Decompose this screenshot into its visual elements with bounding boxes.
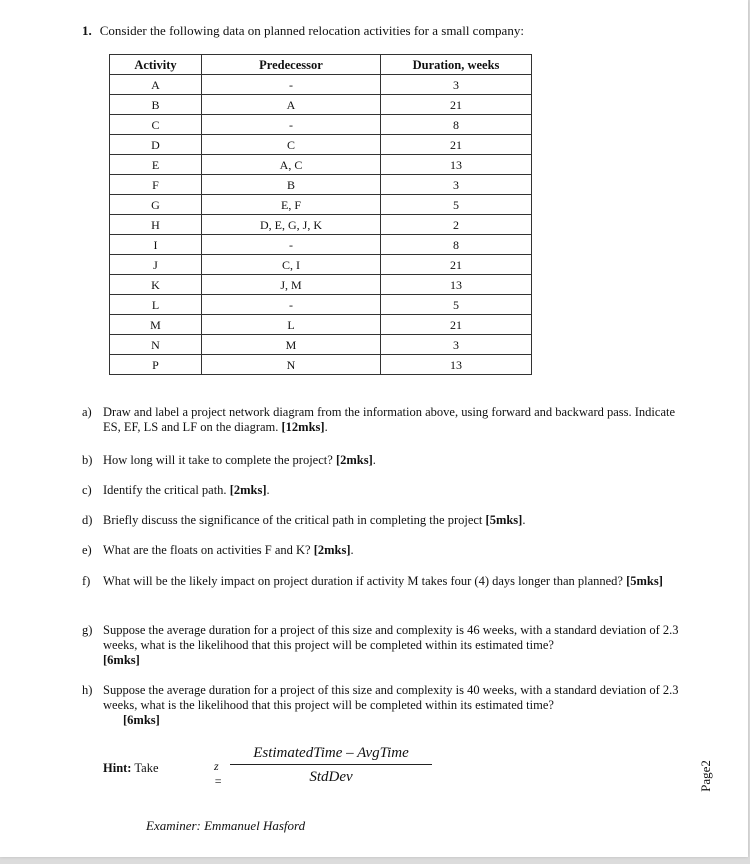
table-row	[110, 215, 532, 235]
table-row	[110, 255, 532, 275]
cell-predecessor: A, C	[202, 155, 381, 175]
formula-z: z =	[214, 759, 223, 788]
cell-activity: I	[110, 235, 202, 255]
cell-predecessor: N	[202, 355, 381, 375]
part-label: d)	[82, 513, 93, 527]
hint	[103, 761, 159, 776]
header-predecessor: Predecessor	[202, 55, 381, 75]
table-row	[110, 335, 532, 355]
part-text	[103, 683, 682, 728]
cell-duration: 3	[381, 335, 532, 355]
part-question: What will be the likely impact on project duration if activity M takes four (4) days longer than planned?	[103, 574, 623, 588]
cell-duration: 13	[381, 355, 532, 375]
question-part	[82, 483, 682, 498]
table-row	[110, 75, 532, 95]
part-question: Suppose the average duration for a project of this size and complexity is 40 weeks, with a standard deviation of 2.3 weeks, what is the likelihood that this project will be completed within its estimated time?	[103, 683, 679, 712]
cell-duration: 2	[381, 215, 532, 235]
part-marks: [5mks]	[485, 513, 523, 527]
part-text	[103, 405, 682, 435]
part-punct: .	[522, 513, 526, 527]
part-marks: [2mks]	[313, 543, 351, 557]
part-text	[103, 543, 682, 558]
header-duration: Duration, weeks	[381, 55, 532, 75]
formula-numerator: EstimatedTime – AvgTime	[230, 745, 432, 765]
cell-activity: D	[110, 135, 202, 155]
table-row	[110, 355, 532, 375]
cell-predecessor: C, I	[202, 255, 381, 275]
cell-activity: P	[110, 355, 202, 375]
part-marks: [6mks]	[123, 713, 160, 727]
cell-activity: N	[110, 335, 202, 355]
part-punct: .	[350, 543, 354, 557]
part-label: b)	[82, 453, 93, 467]
part-text	[103, 623, 682, 668]
cell-predecessor: D, E, G, J, K	[202, 215, 381, 235]
cell-activity: B	[110, 95, 202, 115]
part-text	[103, 483, 682, 498]
cell-predecessor: J, M	[202, 275, 381, 295]
cell-duration: 21	[381, 135, 532, 155]
cell-duration: 3	[381, 175, 532, 195]
part-marks: [2mks]	[335, 453, 373, 467]
table-row	[110, 115, 532, 135]
question-part	[82, 623, 682, 668]
cell-activity: C	[110, 115, 202, 135]
hint-text: Take	[134, 761, 159, 775]
cell-duration: 13	[381, 275, 532, 295]
cell-predecessor: -	[202, 75, 381, 95]
part-label: f)	[82, 574, 91, 588]
question-part	[82, 543, 682, 558]
table-row	[110, 315, 532, 335]
question-part	[82, 683, 682, 728]
table-row	[110, 95, 532, 115]
cell-activity: H	[110, 215, 202, 235]
question-part	[82, 453, 682, 468]
cell-predecessor: -	[202, 295, 381, 315]
part-marks: [5mks]	[626, 574, 663, 588]
table-row	[110, 275, 532, 295]
cell-predecessor: -	[202, 235, 381, 255]
part-text	[103, 513, 682, 528]
cell-duration: 13	[381, 155, 532, 175]
cell-duration: 3	[381, 75, 532, 95]
part-marks: [12mks]	[281, 420, 325, 434]
part-question: What are the floats on activities F and K?	[103, 543, 311, 557]
table-row	[110, 175, 532, 195]
part-punct: .	[324, 420, 328, 434]
cell-activity: K	[110, 275, 202, 295]
cell-predecessor: L	[202, 315, 381, 335]
table-header-row	[110, 55, 532, 75]
part-marks: [2mks]	[229, 483, 267, 497]
table-row	[110, 295, 532, 315]
question-heading	[82, 23, 524, 39]
cell-duration: 21	[381, 315, 532, 335]
table-row	[110, 235, 532, 255]
part-question: How long will it take to complete the project?	[103, 453, 333, 467]
question-part	[82, 574, 682, 589]
part-label: h)	[82, 683, 93, 697]
cell-activity: L	[110, 295, 202, 315]
cell-activity: A	[110, 75, 202, 95]
part-punct: .	[372, 453, 376, 467]
part-label: e)	[82, 543, 92, 557]
table-row	[110, 155, 532, 175]
cell-predecessor: -	[202, 115, 381, 135]
cell-duration: 8	[381, 235, 532, 255]
table-row	[110, 135, 532, 155]
cell-predecessor: C	[202, 135, 381, 155]
cell-duration: 5	[381, 195, 532, 215]
hint-label: Hint:	[103, 761, 132, 775]
part-question: Identify the critical path.	[103, 483, 227, 497]
part-punct: .	[266, 483, 270, 497]
cell-activity: M	[110, 315, 202, 335]
question-part	[82, 405, 682, 435]
cell-predecessor: A	[202, 95, 381, 115]
part-label: g)	[82, 623, 93, 637]
part-question: Briefly discuss the significance of the critical path in completing the project	[103, 513, 483, 527]
cell-activity: E	[110, 155, 202, 175]
question-text: Consider the following data on planned relocation activities for a small company:	[99, 23, 524, 38]
header-activity: Activity	[110, 55, 202, 75]
part-question: Draw and label a project network diagram from the information above, using forward and backward pass. Indicate ES, EF, LS and LF on the diagram.	[103, 405, 676, 434]
part-question: Suppose the average duration for a project of this size and complexity is 46 weeks, with a standard deviation of 2.3 weeks, what is the likelihood that this project will be completed within its estimated time?	[103, 623, 679, 652]
examiner-name: Examiner: Emmanuel Hasford	[146, 818, 306, 833]
cell-activity: F	[110, 175, 202, 195]
part-label: c)	[82, 483, 92, 497]
cell-duration: 21	[381, 95, 532, 115]
part-text	[103, 574, 682, 589]
part-text	[103, 453, 682, 468]
formula-denominator: StdDev	[309, 769, 353, 785]
activity-table	[109, 54, 532, 375]
part-marks: [6mks]	[103, 653, 140, 667]
cell-predecessor: M	[202, 335, 381, 355]
cell-activity: J	[110, 255, 202, 275]
table-row	[110, 195, 532, 215]
question-part	[82, 513, 682, 528]
cell-duration: 8	[381, 115, 532, 135]
page-number: Page2	[697, 760, 713, 792]
cell-activity: G	[110, 195, 202, 215]
cell-predecessor: E, F	[202, 195, 381, 215]
cell-duration: 21	[381, 255, 532, 275]
question-number: 1.	[82, 23, 92, 38]
cell-predecessor: B	[202, 175, 381, 195]
part-label: a)	[82, 405, 92, 419]
cell-duration: 5	[381, 295, 532, 315]
